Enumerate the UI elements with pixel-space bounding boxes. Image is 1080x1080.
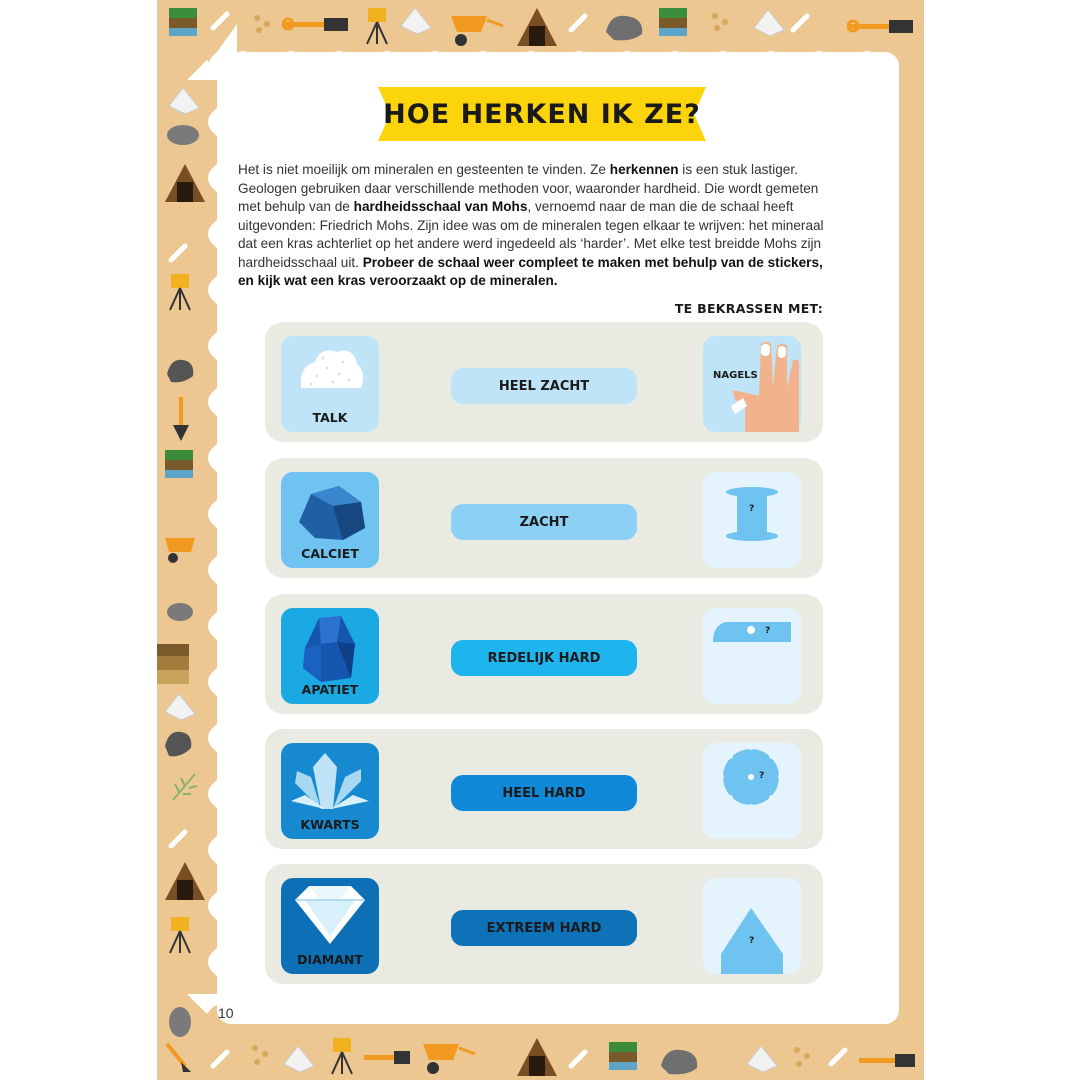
tool-card-knife xyxy=(703,608,801,704)
mohs-row-talk xyxy=(265,322,823,442)
tool-card-coin xyxy=(703,472,801,568)
bone-icon xyxy=(167,242,191,266)
intro-text-2: is een stuk lastiger. Geologen gebruiken daar verschillende methoden voor, waaronder hardheid. Die wordt gemeten met behulp van de xyxy=(238,162,819,214)
mineral-label: DIAMANT xyxy=(297,952,363,967)
survey-tripod-icon xyxy=(362,6,392,46)
dark-rock-icon xyxy=(165,356,197,384)
white-rock-icon xyxy=(399,6,433,36)
grey-rock-icon xyxy=(657,1044,701,1078)
shovel-icon xyxy=(163,1040,193,1074)
sand-dots-icon xyxy=(249,10,279,36)
tool-label: NAGELS xyxy=(713,370,758,381)
bone-icon xyxy=(567,1048,591,1072)
page-number: 10 xyxy=(218,1005,234,1021)
intro-bold-1: herkennen xyxy=(609,162,679,177)
tool-card-saw-blade xyxy=(703,743,801,839)
grey-pebble-icon xyxy=(167,1005,193,1039)
soil-block-icon xyxy=(163,448,195,480)
grey-pebble-icon xyxy=(165,122,201,148)
grey-pebble-icon xyxy=(165,600,195,624)
white-rock-icon xyxy=(752,8,786,38)
survey-tripod-icon xyxy=(165,915,195,955)
soil-layers-icon xyxy=(157,642,191,686)
mineral-label: TALK xyxy=(312,410,348,425)
intro-text-1: Het is niet moeilijk om mineralen en gesteenten te vinden. Ze xyxy=(238,162,610,177)
intro-bold-2: hardheidsschaal van Mohs xyxy=(353,199,528,214)
mohs-row-apatiet xyxy=(265,594,823,714)
soil-block-icon xyxy=(607,1040,639,1072)
mohs-row-diamant xyxy=(265,864,823,984)
bone-icon xyxy=(567,12,591,36)
coin-icon xyxy=(703,472,801,568)
mine-entrance-icon xyxy=(163,858,207,902)
mineral-card-talk xyxy=(281,336,379,432)
sand-dots-icon xyxy=(707,8,737,34)
corundum-icon xyxy=(703,878,801,974)
mine-entrance-icon xyxy=(515,4,559,48)
white-rock-icon xyxy=(167,86,201,116)
hardness-pill: REDELIJK HARD xyxy=(451,640,637,676)
white-rock-icon xyxy=(163,692,197,722)
fossil-fern-icon xyxy=(169,770,199,804)
white-rock-icon xyxy=(282,1044,316,1074)
hardness-pill: HEEL HARD xyxy=(451,775,637,811)
mineral-card-calciet xyxy=(281,472,379,568)
intro-text-3: , vernoemd naar de man die de schaal heeft uitgevonden: Friedrich Mohs. Zijn idee was om de mineralen tegen elkaar te wrijven: het mineraal dat een kras achterliet op het andere werd ingedeeld als ‘harder’. Met elke test breidde Mohs zijn hardheidsschaal uit. xyxy=(238,199,824,270)
shovel-icon xyxy=(362,1046,412,1070)
tool-card-nagels xyxy=(703,336,801,432)
wheelbarrow-icon xyxy=(161,530,205,564)
bone-icon xyxy=(789,12,813,36)
mineral-card-diamant xyxy=(281,878,379,974)
wheelbarrow-icon xyxy=(447,8,507,48)
mineral-card-kwarts xyxy=(281,743,379,839)
bone-icon xyxy=(209,1048,233,1072)
mineral-card-apatiet xyxy=(281,608,379,704)
mineral-label: APATIET xyxy=(301,682,359,697)
dark-rock-icon xyxy=(163,728,195,760)
mohs-row-calciet xyxy=(265,458,823,578)
survey-tripod-icon xyxy=(327,1036,357,1076)
intro-paragraph xyxy=(238,161,838,291)
survey-tripod-icon xyxy=(165,272,195,312)
soil-block-icon xyxy=(657,6,689,38)
shovel-icon xyxy=(847,14,915,40)
bone-icon xyxy=(209,10,233,34)
sand-dots-icon xyxy=(247,1040,277,1070)
mineral-label: CALCIET xyxy=(301,546,359,561)
page-title: HOE HERKEN IK ZE? xyxy=(383,98,701,130)
hand-icon xyxy=(703,336,801,432)
question-mark: ? xyxy=(765,626,771,636)
white-rock-icon xyxy=(745,1044,779,1074)
sand-dots-icon xyxy=(789,1042,819,1072)
mohs-row-kwarts xyxy=(265,729,823,849)
question-mark: ? xyxy=(749,936,755,946)
question-mark: ? xyxy=(759,771,765,781)
mine-entrance-icon xyxy=(515,1034,559,1078)
intro-bold-3: Probeer de schaal weer compleet te maken met behulp van de stickers, en kijk wat een kras veroorzaakt op de mineralen. xyxy=(238,254,823,288)
question-mark: ? xyxy=(749,504,755,514)
shovel-icon xyxy=(857,1048,917,1074)
hardness-pill: HEEL ZACHT xyxy=(451,368,637,404)
shovel-icon xyxy=(282,12,352,38)
bone-icon xyxy=(827,1046,851,1070)
bone-icon xyxy=(167,828,191,852)
grey-rock-icon xyxy=(602,10,646,44)
mine-entrance-icon xyxy=(163,160,207,204)
tool-card-corundum xyxy=(703,878,801,974)
knife-icon xyxy=(703,608,801,704)
mineral-label: KWARTS xyxy=(300,817,360,832)
shovel-icon xyxy=(167,395,197,445)
hardness-pill: ZACHT xyxy=(451,504,637,540)
hardness-pill: EXTREEM HARD xyxy=(451,910,637,946)
column-header: TE BEKRASSEN MET: xyxy=(674,301,823,316)
saw-blade-icon xyxy=(703,743,801,839)
wheelbarrow-icon xyxy=(419,1036,479,1076)
soil-block-icon xyxy=(167,6,199,38)
